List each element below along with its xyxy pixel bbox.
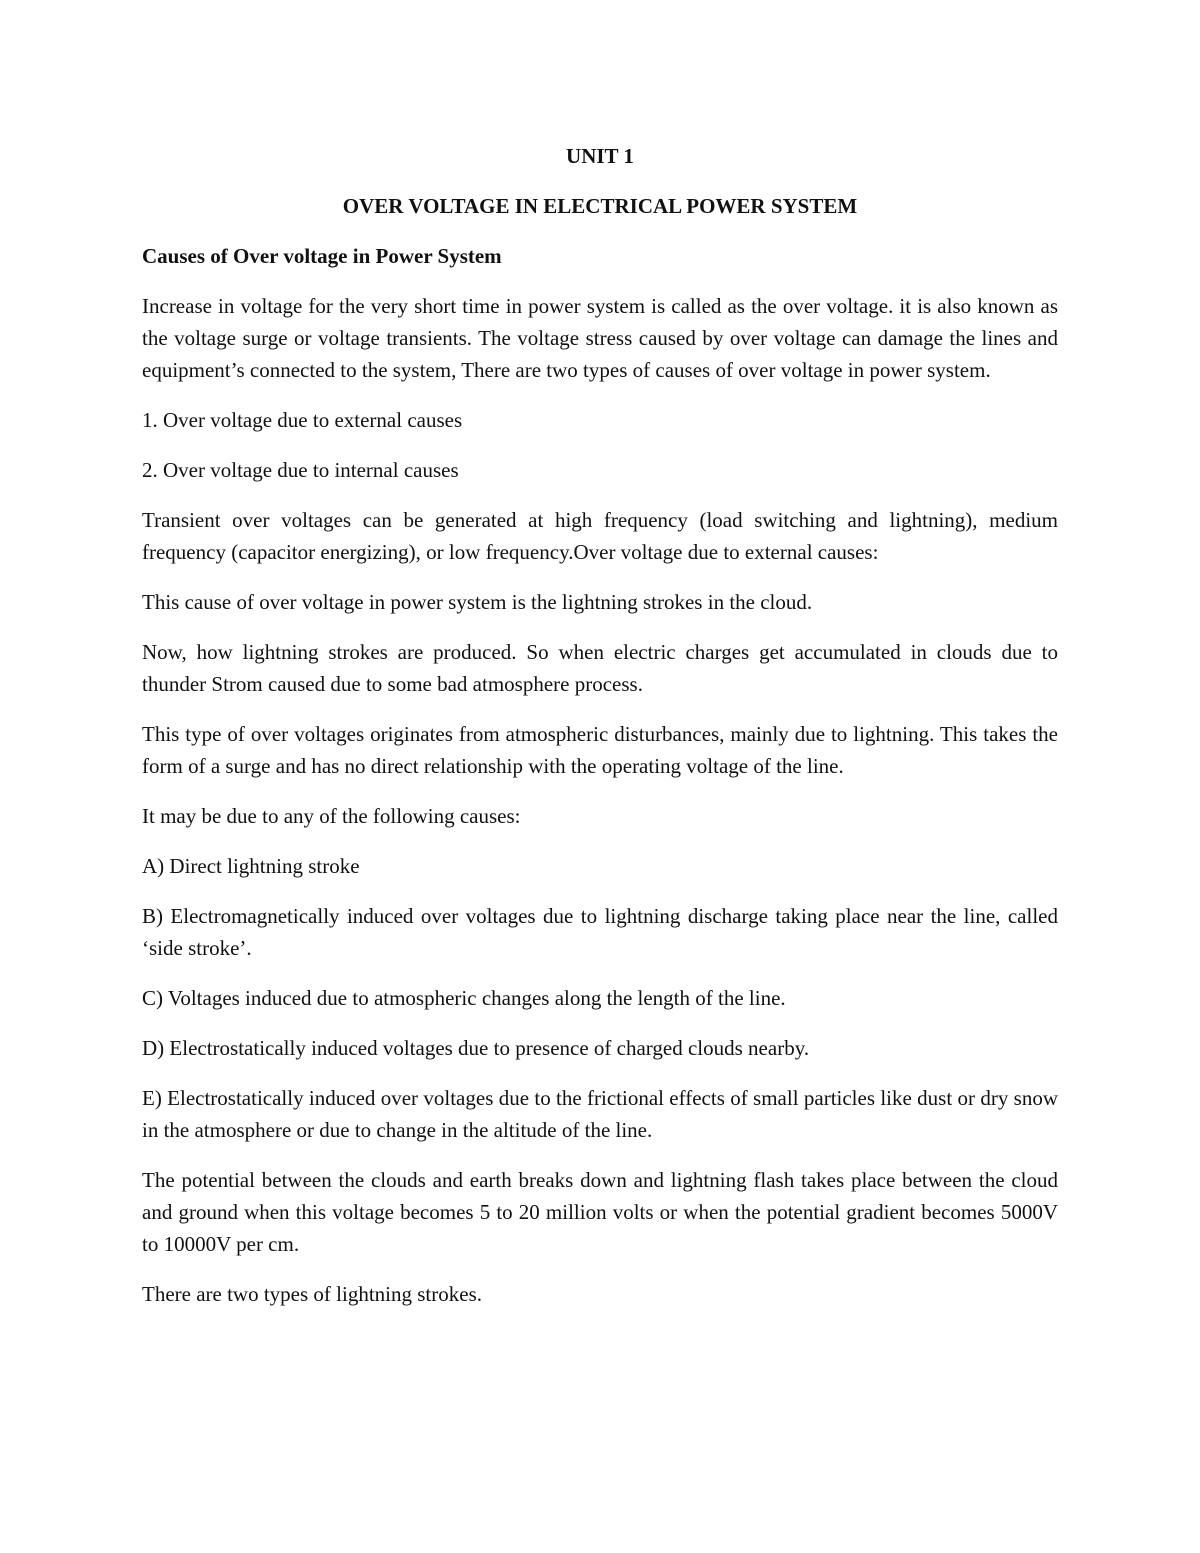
list-item-a: A) Direct lightning stroke <box>142 854 360 878</box>
section-heading: Causes of Over voltage in Power System <box>142 244 502 268</box>
paragraph-following-causes: It may be due to any of the following causes: <box>142 804 521 828</box>
list-item-b: B) Electromagnetically induced over voltages due to lightning discharge taking place near the line, called ‘side stroke’. <box>142 904 1058 960</box>
paragraph-intro: Increase in voltage for the very short time in power system is called as the over voltage. it is also known as the voltage surge or voltage transients. The voltage stress caused by over voltage can damage the lines and equipment’s connected to the system, There are two types of causes of over voltage in power system. <box>142 294 1058 382</box>
document-page <box>142 140 1058 1328</box>
list-item-external: 1. Over voltage due to external causes <box>142 408 463 432</box>
paragraph-two-types: There are two types of lightning strokes. <box>142 1282 482 1306</box>
paragraph-cause: This cause of over voltage in power system is the lightning strokes in the cloud. <box>142 590 813 614</box>
list-item-e: E) Electrostatically induced over voltages due to the frictional effects of small particles like dust or dry snow in the atmosphere or due to change in the altitude of the line. <box>142 1086 1058 1142</box>
unit-label: UNIT 1 <box>566 144 634 168</box>
list-item-d: D) Electrostatically induced voltages due to presence of charged clouds nearby. <box>142 1036 810 1060</box>
list-item-c: C) Voltages induced due to atmospheric changes along the length of the line. <box>142 986 786 1010</box>
paragraph-transient: Transient over voltages can be generated at high frequency (load switching and lightning), medium frequency (capacitor energizing), or low frequency.Over voltage due to external causes: <box>142 508 1058 564</box>
list-item-internal: 2. Over voltage due to internal causes <box>142 458 459 482</box>
document-title: OVER VOLTAGE IN ELECTRICAL POWER SYSTEM <box>342 194 858 218</box>
paragraph-atmospheric: This type of over voltages originates from atmospheric disturbances, mainly due to lightning. This takes the form of a surge and has no direct relationship with the operating voltage of the line. <box>142 722 1058 778</box>
paragraph-how-produced: Now, how lightning strokes are produced. So when electric charges get accumulated in clouds due to thunder Strom caused due to some bad atmosphere process. <box>142 640 1058 696</box>
paragraph-potential: The potential between the clouds and earth breaks down and lightning flash takes place between the cloud and ground when this voltage becomes 5 to 20 million volts or when the potential gradient becomes 5000V to 10000V per cm. <box>142 1168 1058 1256</box>
